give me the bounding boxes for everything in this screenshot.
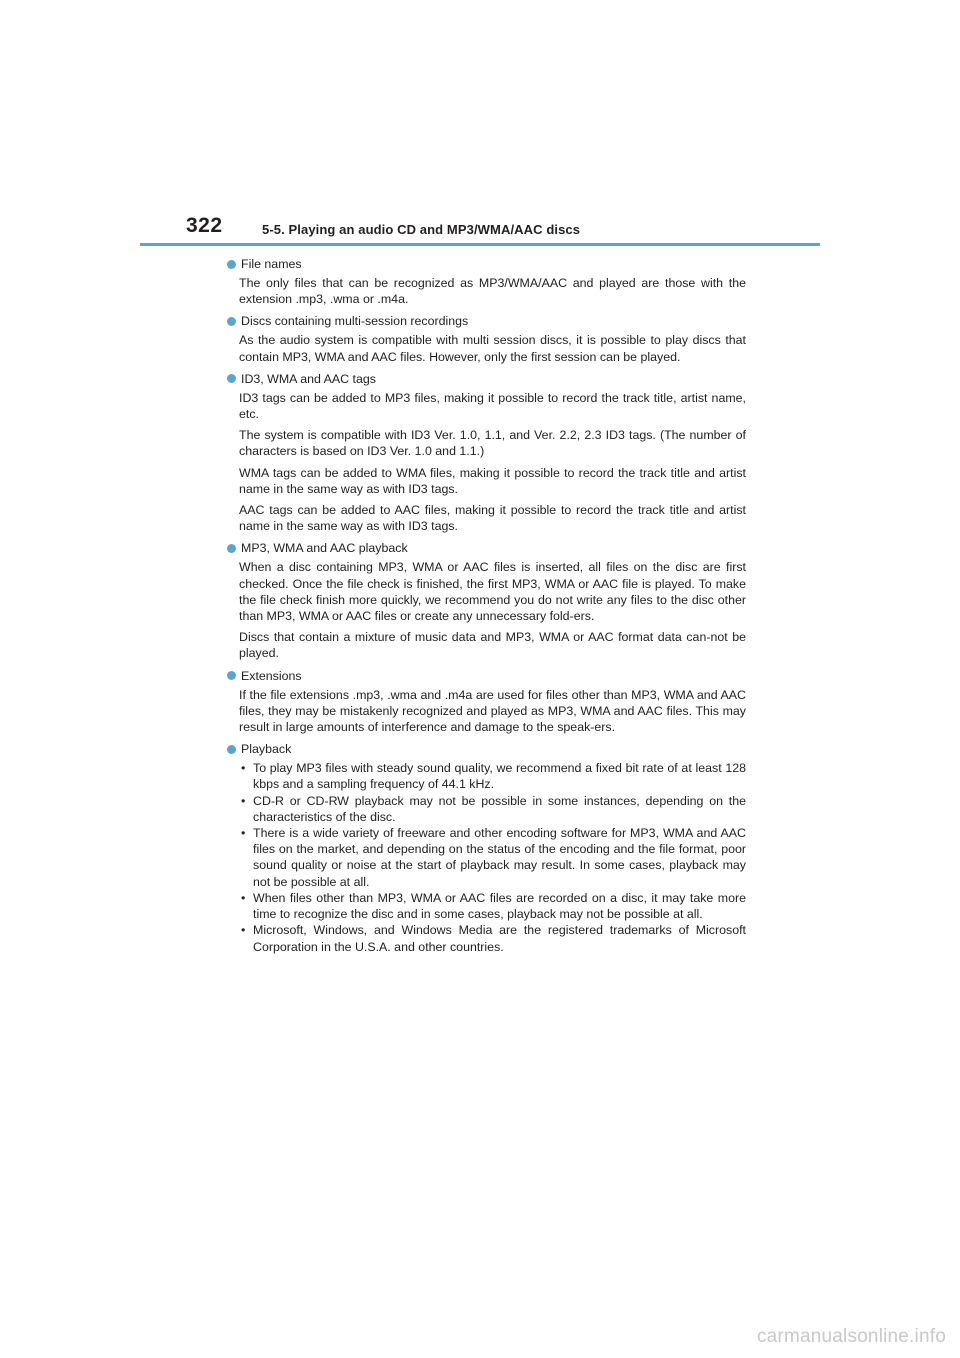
item-title: MP3, WMA and AAC playback (241, 541, 408, 556)
item-file-names (224, 255, 746, 307)
item-extensions (224, 667, 746, 736)
bullet-icon (227, 544, 236, 553)
item-multi-session (224, 312, 746, 364)
paragraph: If the file extensions .mp3, .wma and .m4a are used for files other than MP3, WMA and AAC files, they may be mistakenly recognized and played as MP3, WMA and AAC files. This may result in large amounts of interference and damage to the speak-ers. (239, 687, 746, 735)
item-tags (224, 370, 746, 535)
item-title: File names (241, 256, 302, 271)
item-title: Extensions (241, 668, 302, 683)
bullet-icon (227, 317, 236, 326)
list-item (239, 890, 746, 922)
list-item (239, 825, 746, 890)
item-playback-formats (224, 539, 746, 661)
page-content (224, 255, 746, 960)
paragraph: The only files that can be recognized as MP3/WMA/AAC and played are those with the extension .mp3, .wma or .m4a. (239, 276, 746, 307)
list-item-text: Microsoft, Windows, and Windows Media are the registered trademarks of Microsoft Corporation in the U.S.A. and other countries. (253, 923, 746, 954)
paragraph: As the audio system is compatible with multi session discs, it is possible to play discs that contain MP3, WMA and AAC files. However, only the first session can be played. (239, 333, 746, 364)
item-title: Playback (241, 742, 292, 757)
paragraph: When a disc containing MP3, WMA or AAC files is inserted, all files on the disc are first checked. Once the file check is finished, the first MP3, WMA or AAC file is played. To make the file check finish more quickly, we recommend you do not write any files to the disc other than MP3, WMA or AAC files or create any unnecessary fold-ers. (239, 560, 746, 624)
bullet-icon (227, 260, 236, 269)
paragraph: ID3 tags can be added to MP3 files, making it possible to record the track title, artist name, etc. (239, 390, 746, 422)
dot-icon: • (241, 890, 246, 905)
section-title: 5-5. Playing an audio CD and MP3/WMA/AAC discs (262, 222, 581, 237)
item-title: ID3, WMA and AAC tags (241, 371, 376, 386)
paragraph: The system is compatible with ID3 Ver. 1.0, 1.1, and Ver. 2.2, 2.3 ID3 tags. (The number of characters is based on ID3 Ver. 1.0 and 1.1.) (239, 428, 746, 459)
footer-watermark: carmanualsonline.info (756, 1326, 946, 1347)
list-item-text: There is a wide variety of freeware and other encoding software for MP3, WMA and AAC files on the market, and depending on the status of the encoding and the file format, poor sound quality or noise at the start of playback may result. In some cases, playback may not be possible at all. (253, 826, 746, 889)
header-divider (140, 243, 820, 246)
list-item (239, 793, 746, 825)
bullet-icon (227, 374, 236, 383)
list-item-text: To play MP3 files with steady sound quality, we recommend a fixed bit rate of at least 128 kbps and a sampling frequency of 44.1 kHz. (253, 761, 746, 792)
list-item (239, 922, 746, 954)
dot-icon: • (241, 761, 246, 776)
list-item-text: CD-R or CD-RW playback may not be possible in some instances, depending on the characteristics of the disc. (253, 793, 746, 824)
list-item (239, 760, 746, 792)
page-header (0, 0, 960, 250)
bullet-icon (227, 671, 236, 680)
item-playback (224, 740, 746, 954)
dot-icon: • (241, 793, 246, 808)
paragraph: Discs that contain a mixture of music data and MP3, WMA or AAC format data can-not be played. (239, 630, 746, 661)
dot-icon: • (241, 923, 246, 938)
page-number: 322 (186, 214, 223, 237)
bullet-icon (227, 745, 236, 754)
paragraph: WMA tags can be added to WMA files, making it possible to record the track title and artist name in the same way as with ID3 tags. (239, 465, 746, 496)
item-title: Discs containing multi-session recordings (241, 314, 469, 329)
playback-list (239, 760, 746, 954)
paragraph: AAC tags can be added to AAC files, making it possible to record the track title and artist name in the same way as with ID3 tags. (239, 503, 746, 534)
dot-icon: • (241, 826, 246, 841)
list-item-text: When files other than MP3, WMA or AAC files are recorded on a disc, it may take more time to recognize the disc and in some cases, playback may not be possible at all. (253, 890, 746, 922)
